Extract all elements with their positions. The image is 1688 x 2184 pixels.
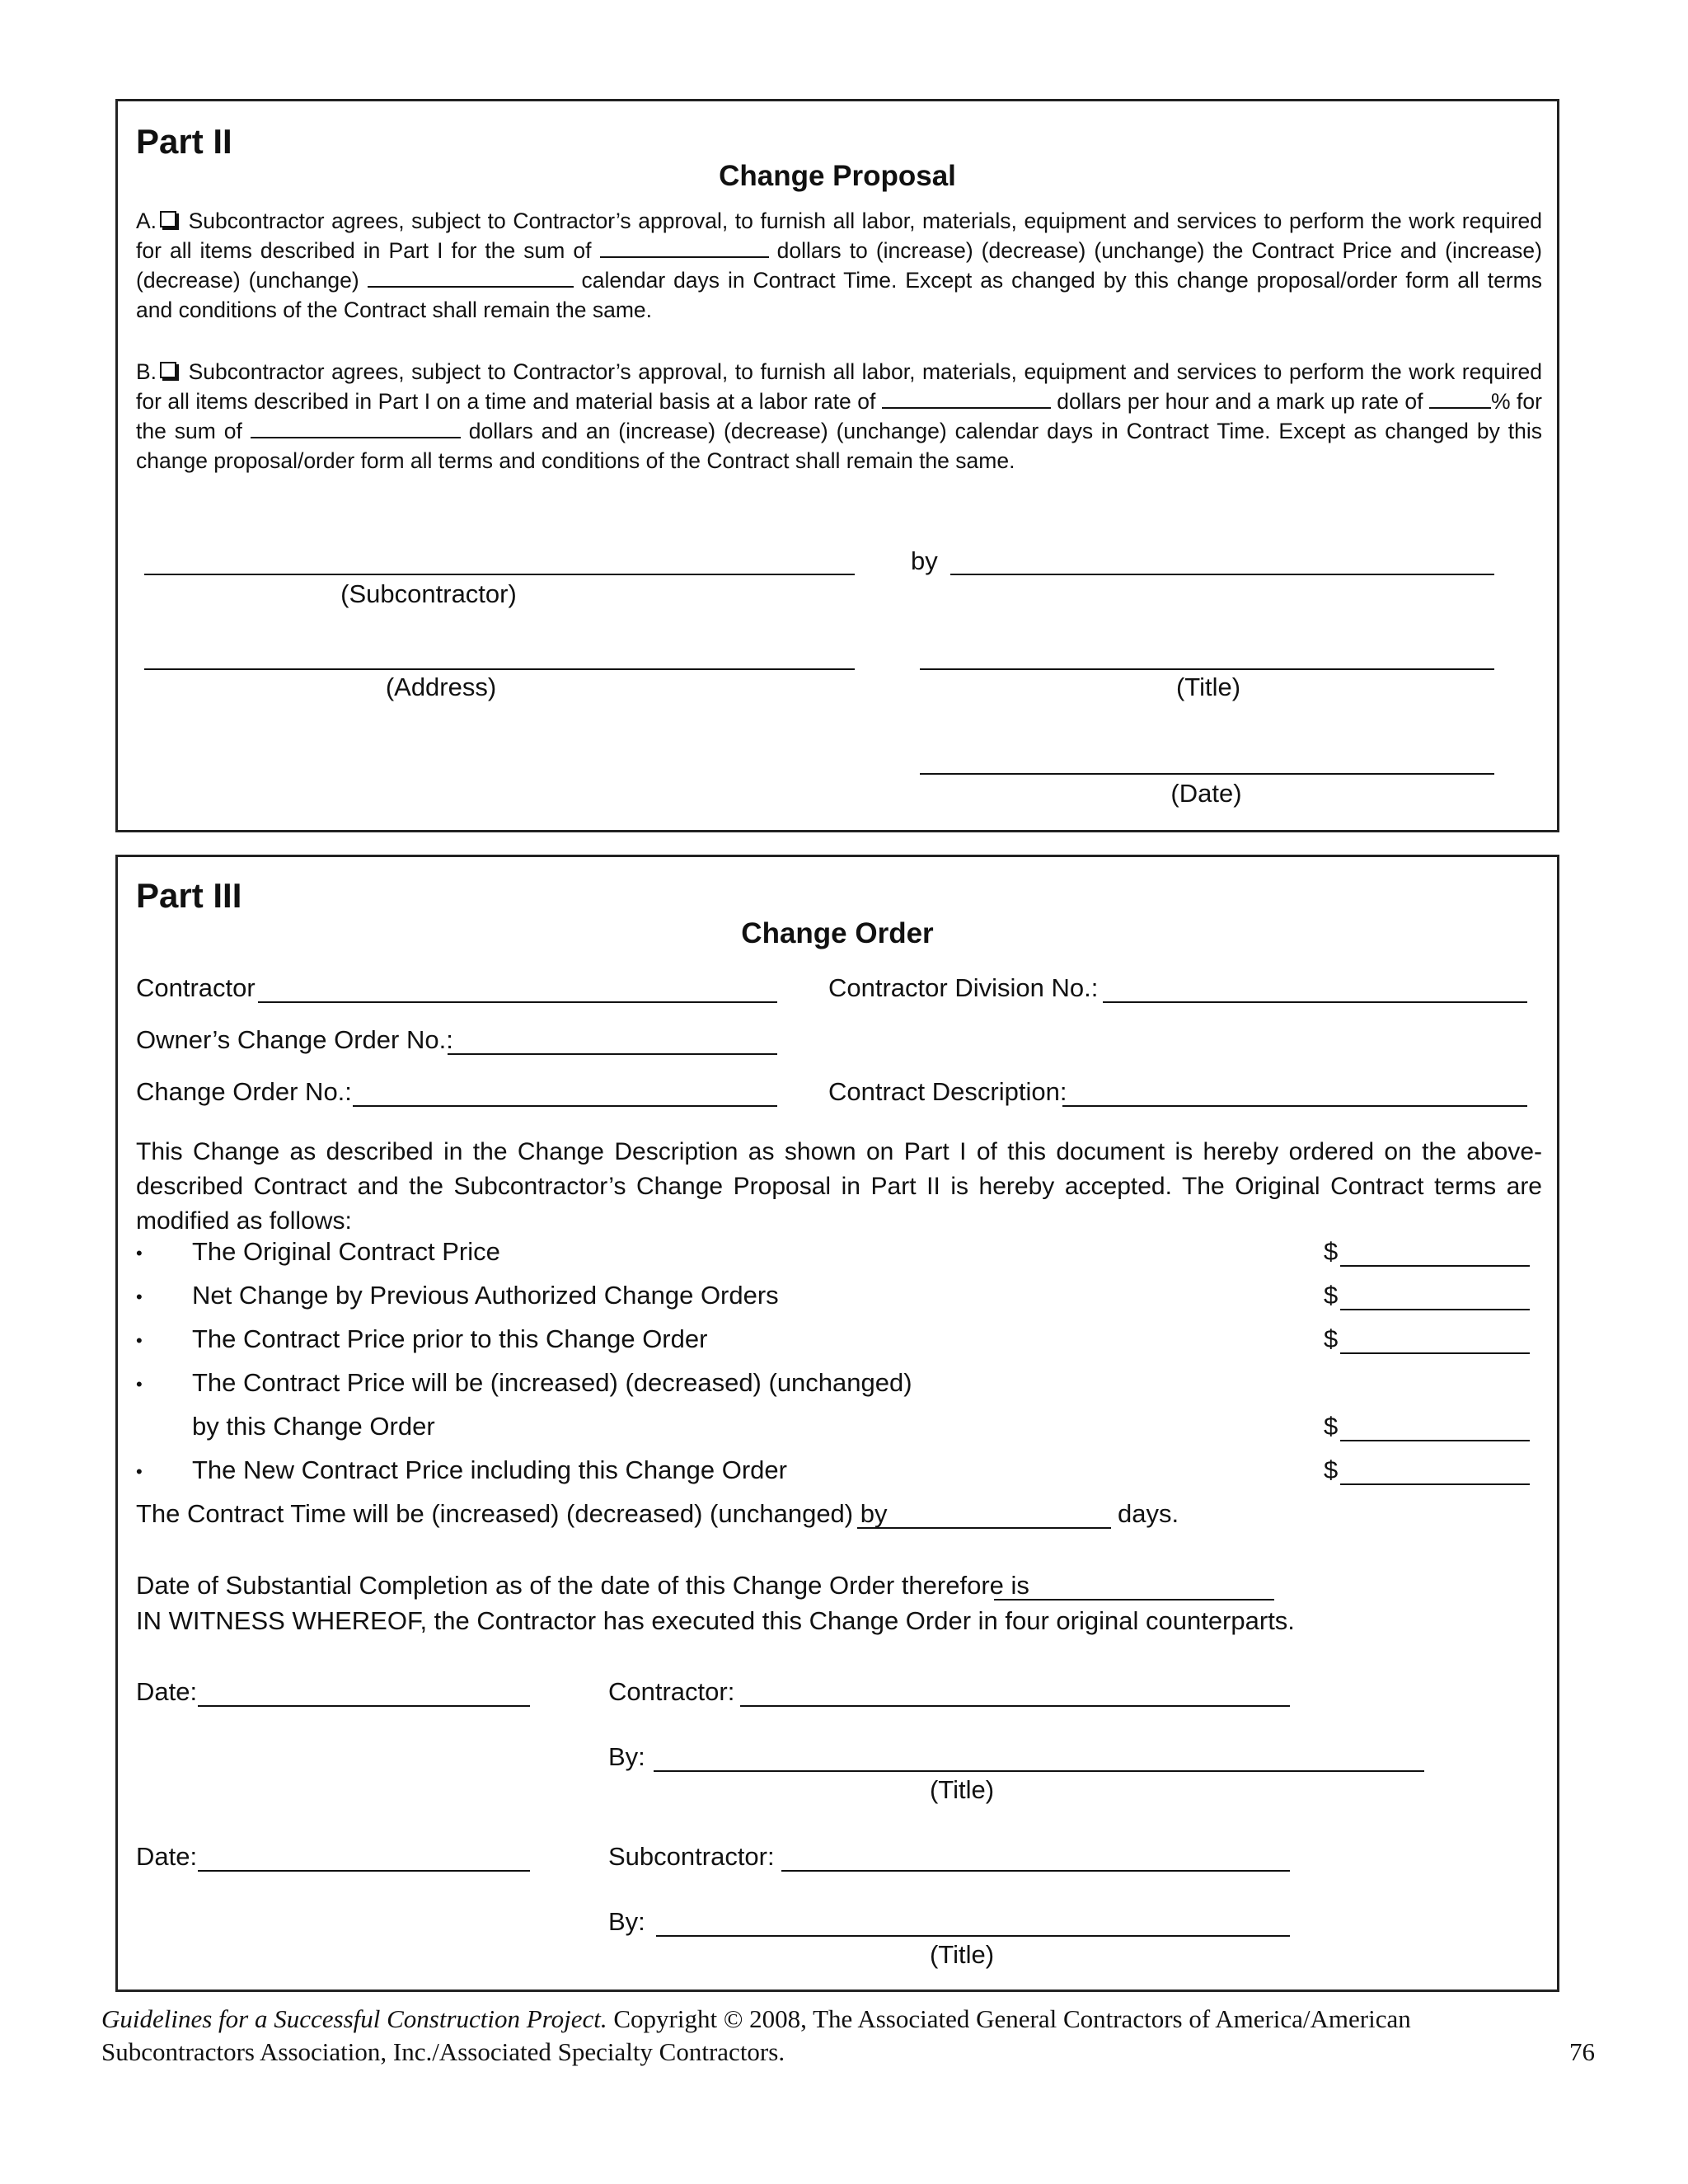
contract-time-suffix: days. bbox=[1118, 1499, 1179, 1528]
proposal-option-b bbox=[136, 357, 1542, 476]
contractor-title-caption: (Title) bbox=[929, 1775, 995, 1804]
bullet-5-dot: • bbox=[136, 1461, 143, 1482]
change-order-intro: This Change as described in the Change Description as shown on Part I of this document is hereby ordered on the above-described Contract and the Subcontractor’s Change Proposal in Part II is hereby accepted. The Original Contract terms are modified as follows: bbox=[136, 1138, 1542, 1235]
title-caption: (Title) bbox=[1175, 673, 1241, 701]
subcontractor-caption: (Subcontractor) bbox=[340, 579, 517, 608]
dollar-1-symbol: $ bbox=[1324, 1237, 1339, 1266]
substantial-completion-text: Date of Substantial Completion as of the date of this Change Order therefore is bbox=[136, 1571, 1029, 1600]
prior-price-field[interactable] bbox=[1340, 1352, 1530, 1354]
contract-description-field[interactable] bbox=[1062, 1105, 1527, 1107]
subcontractor-by-label: By: bbox=[608, 1907, 645, 1936]
footer-publication-title: Guidelines for a Successful Construction Project. bbox=[101, 2004, 607, 2033]
by-signature-line[interactable] bbox=[950, 574, 1494, 575]
page-number: 76 bbox=[1569, 2037, 1595, 2066]
subcontractor-signature-label: Subcontractor: bbox=[608, 1842, 775, 1871]
division-label: Contractor Division No.: bbox=[828, 973, 1099, 1002]
date-2-label: Date: bbox=[136, 1842, 198, 1871]
part3-heading: Part III bbox=[136, 876, 242, 915]
contract-description-label: Contract Description: bbox=[828, 1077, 1067, 1106]
substantial-completion-field[interactable] bbox=[994, 1599, 1274, 1601]
original-price-field[interactable] bbox=[1340, 1265, 1530, 1267]
contractor-label: Contractor bbox=[136, 973, 256, 1002]
contractor-signature-label: Contractor: bbox=[608, 1677, 735, 1706]
proposal-option-a bbox=[136, 206, 1542, 325]
by-label: by bbox=[911, 546, 938, 575]
date-1-label: Date: bbox=[136, 1677, 198, 1706]
option-b-labor-rate-field[interactable] bbox=[882, 387, 1051, 409]
dollar-3-symbol: $ bbox=[1324, 1324, 1339, 1353]
option-b-markup-field[interactable] bbox=[1429, 387, 1491, 409]
change-proposal-title: Change Proposal bbox=[719, 160, 956, 192]
option-b-text-4: dollars and an (increase) (decrease) (unchange) calendar days in Contract Time. Except as changed by this change proposal/order form all terms and conditions of the Contract shall remain the same. bbox=[136, 419, 1542, 473]
subcontractor-signature-field[interactable] bbox=[781, 1870, 1290, 1872]
bullet-3-dot: • bbox=[136, 1330, 143, 1351]
option-a-prefix: A. bbox=[136, 209, 157, 233]
date-2-field[interactable] bbox=[198, 1870, 530, 1872]
new-price-field[interactable] bbox=[1340, 1483, 1530, 1485]
change-order-no-label: Change Order No.: bbox=[136, 1077, 352, 1106]
contractor-signature-field[interactable] bbox=[740, 1705, 1290, 1707]
change-order-no-field[interactable] bbox=[353, 1105, 777, 1107]
title-line[interactable] bbox=[920, 668, 1494, 670]
bullet-5-text: The New Contract Price including this Change Order bbox=[192, 1455, 787, 1484]
option-b-text-2: dollars per hour and a mark up rate of bbox=[1057, 389, 1423, 414]
option-a-days-field[interactable] bbox=[368, 266, 574, 288]
option-b-sum-field[interactable] bbox=[251, 417, 461, 438]
date-caption: (Date) bbox=[1170, 779, 1242, 808]
option-b-prefix: B. bbox=[136, 359, 157, 384]
footer-organizations: Subcontractors Association, Inc./Associated Specialty Contractors. bbox=[101, 2037, 785, 2066]
option-a-checkbox[interactable] bbox=[160, 211, 176, 227]
bullet-1-dot: • bbox=[136, 1243, 143, 1263]
subcontractor-signature-line[interactable] bbox=[144, 574, 855, 575]
option-a-text-2: dollars to (increase) (decrease) (unchange) the Contract Price and (increase) (decrease) (unchange) bbox=[136, 238, 1542, 293]
footer-line-2 bbox=[101, 2036, 1595, 2069]
address-caption: (Address) bbox=[385, 673, 497, 701]
change-order-title: Change Order bbox=[741, 917, 934, 949]
bullet-1-text: The Original Contract Price bbox=[192, 1237, 500, 1266]
option-a-sum-field[interactable] bbox=[600, 237, 769, 258]
contract-time-prefix: The Contract Time will be (increased) (decreased) (unchanged) by bbox=[136, 1499, 888, 1528]
part3-box bbox=[115, 855, 1559, 1992]
dollar-5-symbol: $ bbox=[1324, 1455, 1339, 1484]
witness-text: IN WITNESS WHEREOF, the Contractor has executed this Change Order in four original counterparts. bbox=[136, 1606, 1295, 1635]
part2-box bbox=[115, 99, 1559, 832]
address-line[interactable] bbox=[144, 668, 855, 670]
option-b-text-1: Subcontractor agrees, subject to Contractor’s approval, to furnish all labor, materials, equipment and services to perform the work required for all items described in Part I on a time and material basis at a labor rate of bbox=[136, 359, 1542, 414]
option-b-checkbox[interactable] bbox=[160, 362, 176, 378]
bullet-4-text: The Contract Price will be (increased) (decreased) (unchanged) bbox=[192, 1368, 912, 1397]
page-footer bbox=[101, 2003, 1595, 2069]
dollar-4-symbol: $ bbox=[1324, 1412, 1339, 1441]
contractor-field[interactable] bbox=[258, 1001, 777, 1003]
option-a-text-1: Subcontractor agrees, subject to Contractor’s approval, to furnish all labor, materials, equipment and services to perform the work required for all items described in Part I for the sum of bbox=[136, 209, 1542, 263]
date-1-field[interactable] bbox=[198, 1705, 530, 1707]
division-field[interactable] bbox=[1103, 1001, 1527, 1003]
bullet-2-dot: • bbox=[136, 1286, 143, 1307]
footer-copyright: Copyright © 2008, The Associated General Contractors of America/American bbox=[613, 2004, 1411, 2033]
bullet-4-dot: • bbox=[136, 1374, 143, 1394]
owner-change-order-field[interactable] bbox=[448, 1053, 777, 1055]
owner-change-order-label: Owner’s Change Order No.: bbox=[136, 1025, 453, 1054]
contract-time-days-field[interactable] bbox=[857, 1527, 1111, 1529]
option-a-text-3: calendar days in Contract Time. Except as changed by this change proposal/order form all terms and conditions of the Contract shall remain the same. bbox=[136, 268, 1542, 322]
dollar-2-symbol: $ bbox=[1324, 1281, 1339, 1310]
part2-heading: Part II bbox=[136, 122, 232, 161]
footer-line-1 bbox=[101, 2003, 1585, 2036]
bullet-2-text: Net Change by Previous Authorized Change Orders bbox=[192, 1281, 779, 1310]
contractor-by-label: By: bbox=[608, 1742, 645, 1771]
bullet-3-text: The Contract Price prior to this Change Order bbox=[192, 1324, 708, 1353]
subcontractor-by-field[interactable] bbox=[656, 1935, 1290, 1937]
contractor-by-field[interactable] bbox=[654, 1770, 1424, 1772]
date-line[interactable] bbox=[920, 773, 1494, 775]
bullet-4-continuation: by this Change Order bbox=[192, 1412, 435, 1441]
option-b-text-3: % for the sum of bbox=[136, 389, 1542, 443]
previous-changes-field[interactable] bbox=[1340, 1309, 1530, 1310]
change-amount-field[interactable] bbox=[1340, 1440, 1530, 1441]
subcontractor-title-caption: (Title) bbox=[929, 1940, 995, 1969]
